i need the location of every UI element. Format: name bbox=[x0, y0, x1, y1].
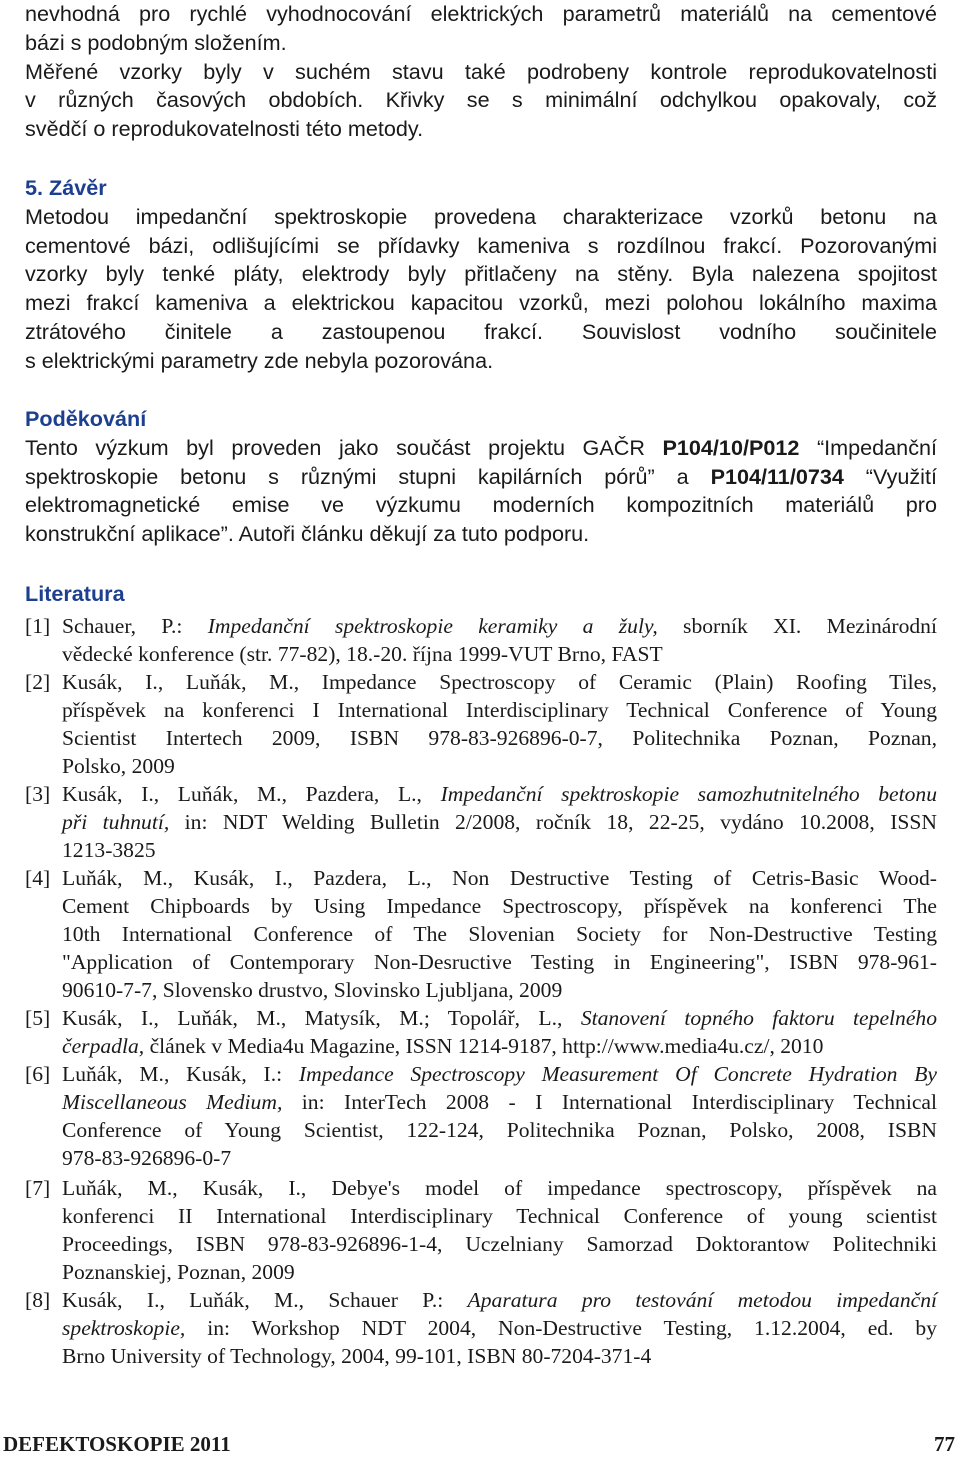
text-line: bázi s podobným složením. bbox=[25, 29, 287, 55]
reference-number: [3] bbox=[25, 782, 51, 806]
page-number: 77 bbox=[934, 1432, 955, 1456]
text-line: spektroskopie betonu s různými stupni kapilárních pórů” a P104/11/0734 “Využití bbox=[25, 463, 937, 489]
reference-item: [3] Kusák, I., Luňák, M., Pazdera, L., Impedanční spektroskopie samozhutnitelného betonu při tuhnutí, in: NDT Welding Bulletin 2/2008, ročník 18, 22-25, vydáno 10.2008, ISSN 1213-3825 bbox=[25, 782, 938, 862]
reference-item: [7] Luňák, M., Kusák, I., Debye's model of impedance spectroscopy, příspěvek na konferenci II International Interdisciplinary Technical Conference of young scientist Proceedings, ISBN 978-83-926896-1-4, Uczelniany Samorzad Doktorantow Politechniki Poznanskiej, Poznan, 2009 bbox=[25, 1176, 937, 1284]
intro-paragraph bbox=[25, 0, 937, 144]
text-line: nevhodná pro rychlé vyhodnocování elektrických parametrů materiálů na cementové bbox=[25, 1, 937, 26]
reference-item: [8] Kusák, I., Luňák, M., Schauer P.: Aparatura pro testování metodou impedanční spektroskopie, in: Workshop NDT 2004, Non-Destructive Testing, 1.12.2004, ed. by Brno University of Technology, 2004, 99-101, ISBN 80-7204-371-4 bbox=[25, 1288, 938, 1368]
text-line: Měřené vzorky byly v suchém stavu také podrobeny kontrole reprodukovatelnosti bbox=[25, 58, 937, 84]
reference-item: [1] Schauer, P.: Impedanční spektroskopie keramiky a žuly, sborník XI. Mezinárodní vědecké konference (str. 77-82), 18.-20. října 1999-VUT Brno, FAST bbox=[25, 614, 937, 666]
section-heading: Poděkování bbox=[25, 406, 147, 431]
conclusion-section bbox=[25, 174, 937, 376]
reference-number: [4] bbox=[25, 866, 51, 890]
project-code: P104/10/P012 bbox=[662, 434, 800, 460]
reference-item: [6] Luňák, M., Kusák, I.: Impedance Spectroscopy Measurement Of Concrete Hydration By Miscellaneous Medium, in: InterTech 2008 - I International Interdisciplinary Technical Conference of Young Scientist, 122-124, Politechnika Poznan, Polsko, 2008, ISBN 978-83-926896-0-7 bbox=[25, 1062, 937, 1170]
journal-name: DEFEKTOSKOPIE 2011 bbox=[3, 1432, 231, 1456]
section-heading: 5. Závěr bbox=[25, 175, 107, 200]
acknowledgement-section bbox=[25, 405, 937, 549]
text-line: elektromagnetické emise ve výzkumu moderních kompozitních materiálů pro bbox=[25, 492, 937, 518]
reference-number: [2] bbox=[25, 670, 51, 694]
text-line: vzorky byly tenké pláty, elektrody byly přitlačeny na stěny. Byla nalezena spojitost bbox=[25, 261, 937, 287]
reference-number: [8] bbox=[25, 1288, 51, 1312]
text-line: Metodou impedanční spektroskopie provedena charakterizace vzorků betonu na bbox=[25, 203, 937, 229]
text-line: konstrukční aplikace”. Autoři článku děkují za tuto podporu. bbox=[25, 521, 590, 547]
text-line: cementové bázi, odlišujícími se přídavky kameniva s rozdílnou frakcí. Pozorovanými bbox=[25, 232, 937, 258]
reference-item: [5] Kusák, I., Luňák, M., Matysík, M.; Topolář, L., Stanovení topného faktoru tepelného čerpadla, článek v Media4u Magazine, ISSN 1214-9187, http://www.media4u.cz/, 2010 bbox=[25, 1006, 937, 1058]
reference-number: [6] bbox=[25, 1062, 51, 1086]
text-line: v různých časových obdobích. Křivky se s minimální odchylkou opakovaly, což bbox=[25, 87, 937, 113]
text-line: svědčí o reprodukovatelnosti této metody. bbox=[25, 116, 424, 142]
text-line: Tento výzkum byl proveden jako součást projektu GAČR P104/10/P012 “Impedanční bbox=[25, 434, 937, 460]
text-line: ztrátového činitele a zastoupenou frakcí. Souvislost vodního součinitele bbox=[25, 318, 937, 344]
reference-item: [4] Luňák, M., Kusák, I., Pazdera, L., Non Destructive Testing of Cetris-Basic Wood- Cement Chipboards by Using Impedance Spectroscopy, příspěvek na konferenci The 10th International Conference of The Slovenian Society for Non-Destructive Testing "Application of Contemporary Non-Desructive Testing in Engineering", ISBN 978-961- 90610-7-7, Slovensko drustvo, Slovinsko Ljubljana, 2009 bbox=[25, 866, 937, 1002]
reference-item: [2] Kusák, I., Luňák, M., Impedance Spectroscopy of Ceramic (Plain) Roofing Tiles, příspěvek na konferenci I International Interdisciplinary Technical Conference of Young Scientist Intertech 2009, ISBN 978-83-926896-0-7, Politechnika Poznan, Poznan, Polsko, 2009 bbox=[25, 670, 937, 778]
text-line: s elektrickými parametry zde nebyla pozorována. bbox=[25, 347, 494, 373]
reference-number: [5] bbox=[25, 1006, 51, 1030]
text-line: mezi frakcí kameniva a elektrickou kapacitou vzorků, mezi polohou lokálního maxima bbox=[25, 290, 937, 316]
section-heading: Literatura bbox=[25, 581, 125, 606]
reference-number: [7] bbox=[25, 1176, 51, 1200]
project-code: P104/11/0734 bbox=[710, 463, 844, 489]
reference-number: [1] bbox=[25, 614, 51, 638]
references-heading-block bbox=[25, 580, 937, 609]
